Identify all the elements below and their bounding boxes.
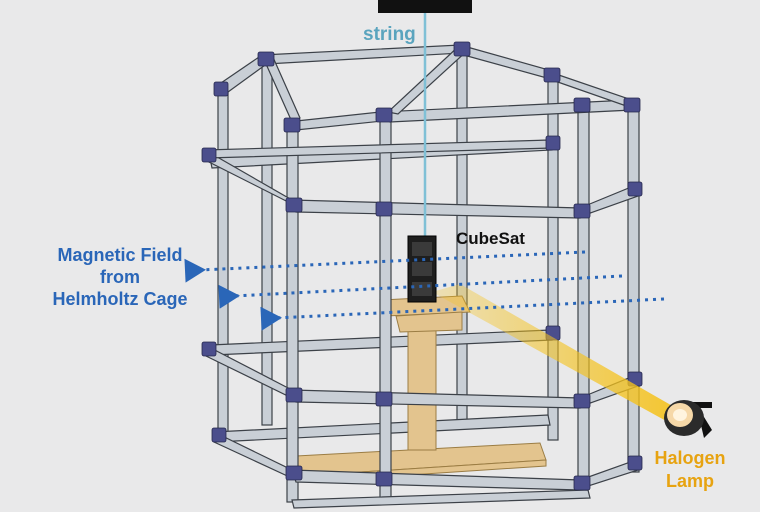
magnetic-field-label [38,244,202,310]
cubesat-icon [408,236,436,302]
suspension-bar [378,0,472,13]
magnetic-field-label-line: Magnetic Field [57,245,183,265]
cubesat-label: CubeSat [456,229,525,248]
string-label: string [363,24,416,45]
halogen-lamp-label-line: Halogen [654,448,726,468]
halogen-lamp-icon [664,400,712,438]
magnetic-field-label-line: Helmholtz Cage [52,289,188,309]
halogen-lamp-label [644,447,736,493]
arrow-left-icon [200,252,585,270]
halogen-lamp-label-line: Lamp [665,471,714,491]
magnetic-field-label-line: from [100,267,140,287]
